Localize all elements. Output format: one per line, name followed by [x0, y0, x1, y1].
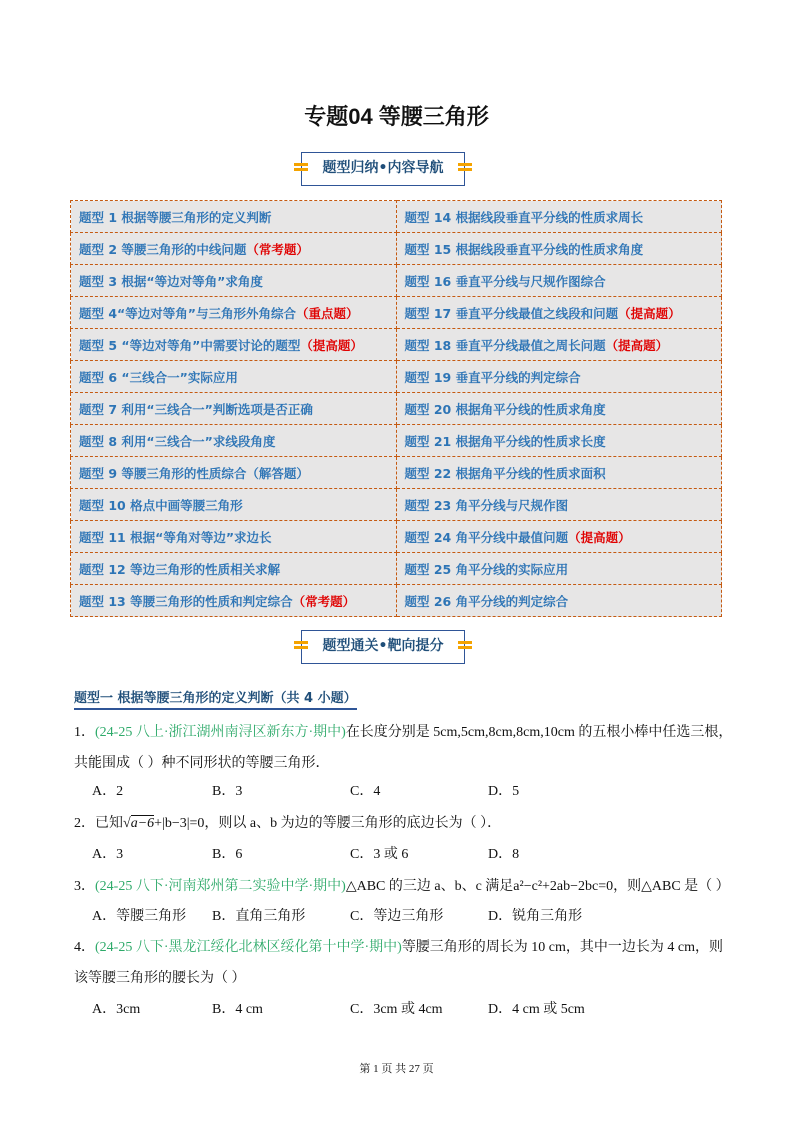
table-row — [71, 265, 722, 297]
question-source: (24-25 八下·黑龙江绥化北林区绥化第十中学·期中) — [95, 940, 402, 955]
topic-label: 题型 10 格点中画等腰三角形 — [79, 497, 243, 513]
question-text: 等腰三角形的周长为 10 cm，其中一边长为 4 cm，则 — [401, 940, 724, 955]
option-b: B．6 — [212, 847, 243, 862]
topic-label: 题型 15 根据线段垂直平分线的性质求角度 — [404, 241, 644, 257]
question-1-cont: 共能围成（ ）种不同形状的等腰三角形． — [74, 756, 330, 771]
topic-table — [70, 200, 722, 617]
topic-item[interactable] — [396, 521, 722, 553]
topic-item[interactable] — [396, 265, 722, 297]
topic-label: 题型 14 根据线段垂直平分线的性质求周长 — [404, 209, 644, 225]
topic-item[interactable] — [71, 585, 397, 617]
practice-banner — [301, 630, 465, 664]
nav-banner-label: 题型归纳•内容导航 — [322, 160, 444, 176]
difficulty-tag: （提高题） — [300, 337, 363, 353]
table-row — [71, 297, 722, 329]
topic-item[interactable] — [396, 425, 722, 457]
difficulty-tag: （提高题） — [605, 337, 669, 353]
option-d: D．5 — [488, 784, 520, 799]
topic-item[interactable] — [71, 457, 397, 489]
topic-label: 题型 18 垂直平分线最值之周长问题 — [404, 337, 606, 353]
topic-label: 题型 9 等腰三角形的性质综合（解答题） — [79, 465, 309, 481]
option-c: C．等边三角形 — [350, 909, 444, 924]
topic-label: 题型 22 根据角平分线的性质求面积 — [404, 465, 606, 481]
question-text: △ABC 的三边 a、b、c 满足a²−c²+2ab−2bc=0，则△ABC 是（ ） — [345, 879, 730, 894]
question-3 — [74, 875, 730, 895]
topic-item[interactable] — [396, 329, 722, 361]
topic-item[interactable] — [71, 521, 397, 553]
topic-label: 题型 8 利用“三线合一”求线段角度 — [79, 433, 276, 449]
topic-label: 题型 7 利用“三线合一”判断选项是否正确 — [79, 401, 313, 417]
table-row — [71, 585, 722, 617]
topic-item[interactable] — [71, 329, 397, 361]
option-c: C．3cm 或 4cm — [350, 1002, 443, 1017]
topic-item[interactable] — [396, 553, 722, 585]
topic-label: 题型 19 垂直平分线的判定综合 — [404, 369, 581, 385]
topic-item[interactable] — [396, 489, 722, 521]
topic-label: 题型 24 角平分线中最值问题 — [404, 529, 569, 545]
topic-label: 题型 2 等腰三角形的中线问题 — [79, 241, 247, 257]
topic-item[interactable] — [396, 297, 722, 329]
option-a: A．3cm — [92, 1002, 141, 1017]
topic-item[interactable] — [71, 297, 397, 329]
difficulty-tag: （提高题） — [568, 529, 631, 545]
option-b: B．3 — [212, 784, 243, 799]
topic-label: 题型 13 等腰三角形的性质和判定综合 — [79, 593, 293, 609]
page-title: 专题04 等腰三角形 — [304, 104, 489, 129]
question-source: (24-25 八上·浙江湖州南浔区新东方·期中) — [95, 725, 346, 740]
topic-item[interactable] — [396, 457, 722, 489]
difficulty-tag: （提高题） — [618, 305, 681, 321]
question-4 — [74, 936, 723, 956]
topic-item[interactable] — [71, 361, 397, 393]
table-row — [71, 553, 722, 585]
topic-label: 题型 11 根据“等角对等边”求边长 — [79, 529, 272, 545]
topic-label: 题型 3 根据“等边对等角”求角度 — [79, 273, 263, 289]
topic-item[interactable] — [71, 265, 397, 297]
table-row — [71, 233, 722, 265]
option-c: C．3 或 6 — [350, 847, 409, 862]
table-row — [71, 361, 722, 393]
topic-label: 题型 12 等边三角形的性质相关求解 — [79, 561, 281, 577]
option-d: D．8 — [488, 847, 520, 862]
difficulty-tag: （重点题） — [295, 305, 359, 321]
topic-label: 题型 17 垂直平分线最值之线段和问题 — [404, 305, 619, 321]
page-footer: 第 1 页 共 27 页 — [359, 1063, 434, 1075]
decor-icon — [458, 163, 472, 175]
q-num: 2． — [74, 816, 95, 831]
topic-item[interactable] — [396, 201, 722, 233]
table-row — [71, 425, 722, 457]
topic-item[interactable] — [71, 393, 397, 425]
question-text: 在长度分别是 5cm,5cm,8cm,8cm,10cm 的五根小棒中任选三根， — [345, 725, 733, 740]
topic-item[interactable] — [71, 425, 397, 457]
option-a: A．2 — [92, 784, 124, 799]
topic-label: 题型 5 “等边对等角”中需要讨论的题型 — [79, 337, 301, 353]
q-num: 4． — [74, 940, 95, 955]
decor-icon — [294, 641, 308, 653]
option-a: A．3 — [92, 847, 124, 862]
topic-item[interactable] — [71, 553, 397, 585]
question-2: 2．已知√a−6+|b−3|=0，则以 a、b 为边的等腰三角形的底边长为（ ）． — [74, 816, 502, 831]
topic-item[interactable] — [396, 585, 722, 617]
topic-item[interactable] — [71, 201, 397, 233]
table-row — [71, 329, 722, 361]
option-d: D．锐角三角形 — [488, 909, 583, 924]
topic-item[interactable] — [71, 233, 397, 265]
topic-label: 题型 20 根据角平分线的性质求角度 — [404, 401, 606, 417]
option-c: C．4 — [350, 784, 381, 799]
table-row — [71, 457, 722, 489]
table-row — [71, 201, 722, 233]
topic-label: 题型 23 角平分线与尺规作图 — [404, 497, 569, 513]
option-a: A．等腰三角形 — [92, 909, 187, 924]
question-4-cont: 该等腰三角形的腰长为（ ） — [74, 971, 246, 986]
topic-label: 题型 26 角平分线的判定综合 — [404, 593, 569, 609]
topic-label: 题型 21 根据角平分线的性质求长度 — [404, 433, 606, 449]
topic-label: 题型 4“等边对等角”与三角形外角综合 — [79, 305, 296, 321]
question-1 — [74, 721, 732, 741]
decor-icon — [458, 641, 472, 653]
option-b: B．直角三角形 — [212, 909, 306, 924]
topic-label: 题型 1 根据等腰三角形的定义判断 — [79, 209, 272, 225]
topic-item[interactable] — [396, 393, 722, 425]
practice-banner-label: 题型通关•靶向提分 — [322, 638, 444, 654]
decor-icon — [294, 163, 308, 175]
q-num: 3． — [74, 879, 95, 894]
option-b: B．4 cm — [212, 1002, 263, 1017]
q-num: 1． — [74, 725, 95, 740]
question-text: +|b−3|=0，则以 a、b 为边的等腰三角形的底边长为（ ）． — [154, 816, 502, 831]
topic-label: 题型 25 角平分线的实际应用 — [404, 561, 569, 577]
topic-label: 题型 6 “三线合一”实际应用 — [79, 369, 238, 385]
table-row — [71, 393, 722, 425]
difficulty-tag: （常考题） — [292, 593, 356, 609]
difficulty-tag: （常考题） — [246, 241, 309, 257]
table-row — [71, 521, 722, 553]
topic-item[interactable] — [396, 233, 722, 265]
question-source: (24-25 八下·河南郑州第二实验中学·期中) — [95, 879, 346, 894]
topic-item[interactable] — [71, 489, 397, 521]
radicand: a−6 — [130, 816, 155, 831]
section-title: 题型一 根据等腰三角形的定义判断（共 4 小题） — [74, 687, 357, 710]
question-text: 已知 — [95, 816, 123, 831]
topic-label: 题型 16 垂直平分线与尺规作图综合 — [404, 273, 606, 289]
nav-banner — [301, 152, 465, 186]
table-row — [71, 489, 722, 521]
topic-item[interactable] — [396, 361, 722, 393]
option-d: D．4 cm 或 5cm — [488, 1002, 585, 1017]
